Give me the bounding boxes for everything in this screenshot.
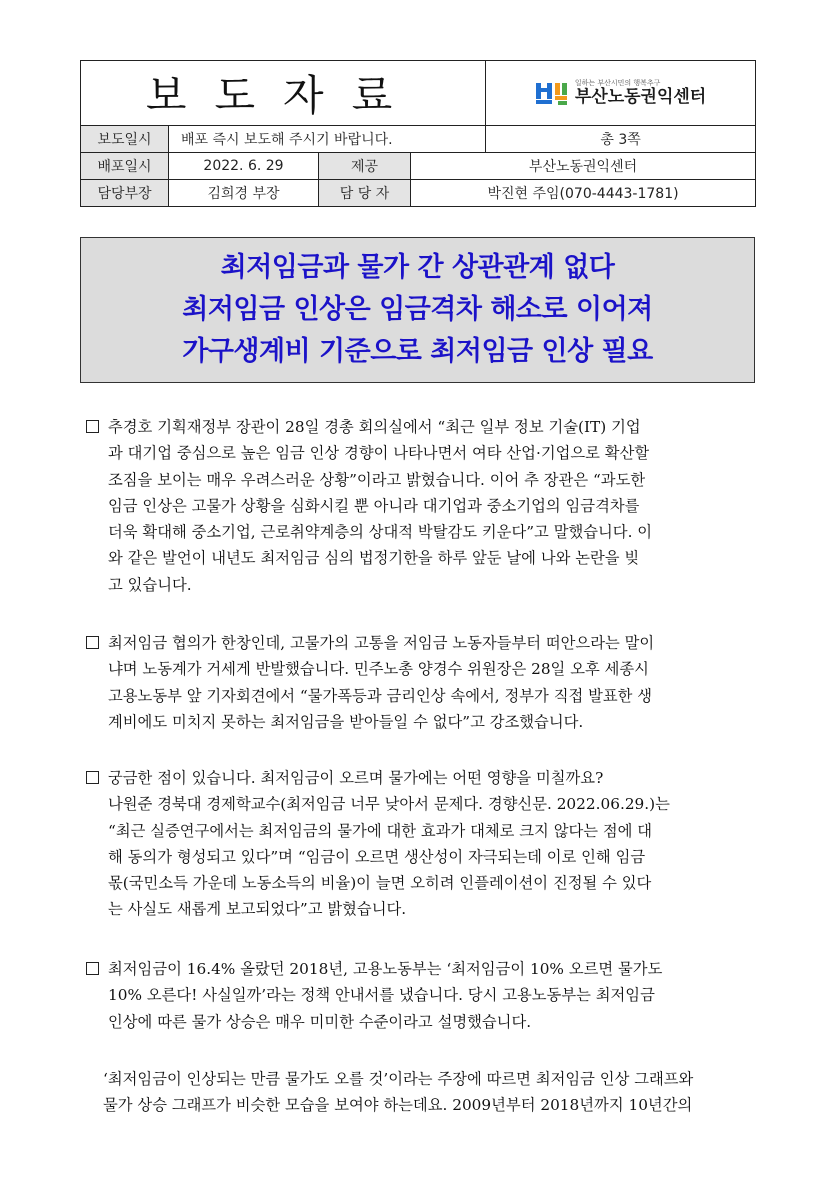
page-count: 총 3쪽 (486, 126, 756, 153)
document-title: 보도자료 (81, 61, 486, 126)
paragraph-line: “최근 실증연구에서는 최저임금의 물가에 대한 효과가 대체로 크지 않다는 점에 대 (108, 821, 653, 840)
paragraph-line: 고용노동부 앞 기자회견에서 “물가폭등과 금리인상 속에서, 정부가 직접 발표한 생 (108, 686, 653, 705)
headline-line: 가구생계비 기준으로 최저임금 인상 필요 (182, 336, 653, 367)
press-release-header (80, 60, 756, 207)
paragraph-line: 추경호 기획재정부 장관이 28일 경총 회의실에서 “최근 일부 정보 기술(IT) 기업 (108, 418, 641, 436)
paragraph-line: 와 같은 발언이 내년도 최저임금 심의 법정기한을 하루 앞둔 날에 나와 논란을 빚 (108, 549, 640, 568)
logo-name: 부산노동권익센터 (574, 87, 707, 107)
release-date-row (81, 126, 756, 153)
release-time-label: 보도일시 (81, 126, 169, 153)
checkbox-bullet-icon (86, 771, 99, 784)
provider-label: 제공 (319, 153, 411, 180)
paragraph-line: 계비에도 미치지 못하는 최저임금을 받아들일 수 없다”고 강조했습니다. (108, 712, 584, 731)
paragraph-line: 최저임금 협의가 한창인데, 고물가의 고통을 저임금 노동자들부터 떠안으라는 말이 (108, 634, 655, 652)
paragraph-line: 인상에 따른 물가 상승은 매우 미미한 수준이라고 설명했습니다. (108, 1012, 532, 1031)
checkbox-bullet-icon (86, 420, 99, 433)
paragraph-4 (86, 956, 756, 1035)
paragraph-line: 물가 상승 그래프가 비슷한 모습을 보여야 하는데요. 2009년부터 2018년까지 10년간의 (103, 1096, 693, 1115)
logo-tagline: 일하는 부산시민의 행복추구 (574, 79, 661, 87)
contact-label: 담 당 자 (319, 180, 411, 207)
paragraph-line: 몫(국민소득 가운데 노동소득의 비율)이 늘면 오히려 인플레이션이 진정될 수 있다 (108, 874, 652, 893)
distribution-date-value: 2022. 6. 29 (169, 153, 319, 180)
paragraph-line: 고 있습니다. (108, 575, 192, 594)
organization-logo (486, 61, 756, 126)
paragraph-line: 10% 오른다! 사실일까’라는 정책 안내서를 냈습니다. 당시 고용노동부는 최저임금 (108, 986, 655, 1005)
manager-label: 담당부장 (81, 180, 169, 207)
checkbox-bullet-icon (86, 636, 99, 649)
manager-value: 김희경 부장 (169, 180, 319, 207)
paragraph-line: 조짐을 보이는 매우 우려스러운 상황”이라고 밝혔습니다. 이어 추 장관은 “과도한 (108, 470, 646, 489)
distribution-row (81, 153, 756, 180)
logo-mark-icon (535, 79, 569, 107)
paragraph-line: ‘최저임금이 인상되는 만큼 물가도 오를 것’이라는 주장에 따르면 최저임금 인상 그래프와 (103, 1070, 694, 1088)
paragraph-line: 나원준 경북대 경제학교수(최저임금 너무 낮아서 문제다. 경향신문. 2022.06.29.)는 (108, 795, 670, 814)
paragraph-line: 냐며 노동계가 거세게 반발했습니다. 민주노총 양경수 위원장은 28일 오후 세종시 (108, 660, 649, 679)
paragraph-line: 더욱 확대해 중소기업, 근로취약계층의 상대적 박탈감도 키운다”고 말했습니다. 이 (108, 523, 653, 542)
paragraph-line: 는 사실도 새롭게 보고되었다”고 밝혔습니다. (108, 900, 407, 919)
paragraph-line: 궁금한 점이 있습니다. 최저임금이 오르며 물가에는 어떤 영향을 미칠까요? (108, 769, 604, 787)
provider-value: 부산노동권익센터 (411, 153, 756, 180)
paragraph-line: 임금 인상은 고물가 상황을 심화시킬 뿐 아니라 대기업과 중소기업의 임금격차를 (108, 496, 640, 515)
closing-paragraph (103, 1066, 757, 1119)
contact-value: 박진현 주임(070-4443-1781) (411, 180, 756, 207)
contact-row (81, 180, 756, 207)
paragraph-line: 해 동의가 형성되고 있다”며 “임금이 오르면 생산성이 자극되는데 이로 인해 임금 (108, 847, 646, 866)
headline-box (80, 237, 755, 383)
paragraph-line: 최저임금이 16.4% 올랐던 2018년, 고용노동부는 ‘최저임금이 10% 오르면 물가도 (108, 960, 663, 978)
distribution-date-label: 배포일시 (81, 153, 169, 180)
headline-line: 최저임금 인상은 임금격차 해소로 이어져 (182, 294, 653, 325)
checkbox-bullet-icon (86, 962, 99, 975)
release-time-value: 배포 즉시 보도해 주시기 바랍니다. (169, 126, 486, 153)
paragraph-1 (86, 414, 756, 598)
headline-line: 최저임금과 물가 간 상관관계 없다 (220, 252, 615, 283)
paragraph-3 (86, 765, 756, 923)
paragraph-2 (86, 630, 756, 735)
paragraph-line: 과 대기업 중심으로 높은 임금 인상 경향이 나타나면서 여타 산업·기업으로 확산할 (108, 444, 650, 463)
